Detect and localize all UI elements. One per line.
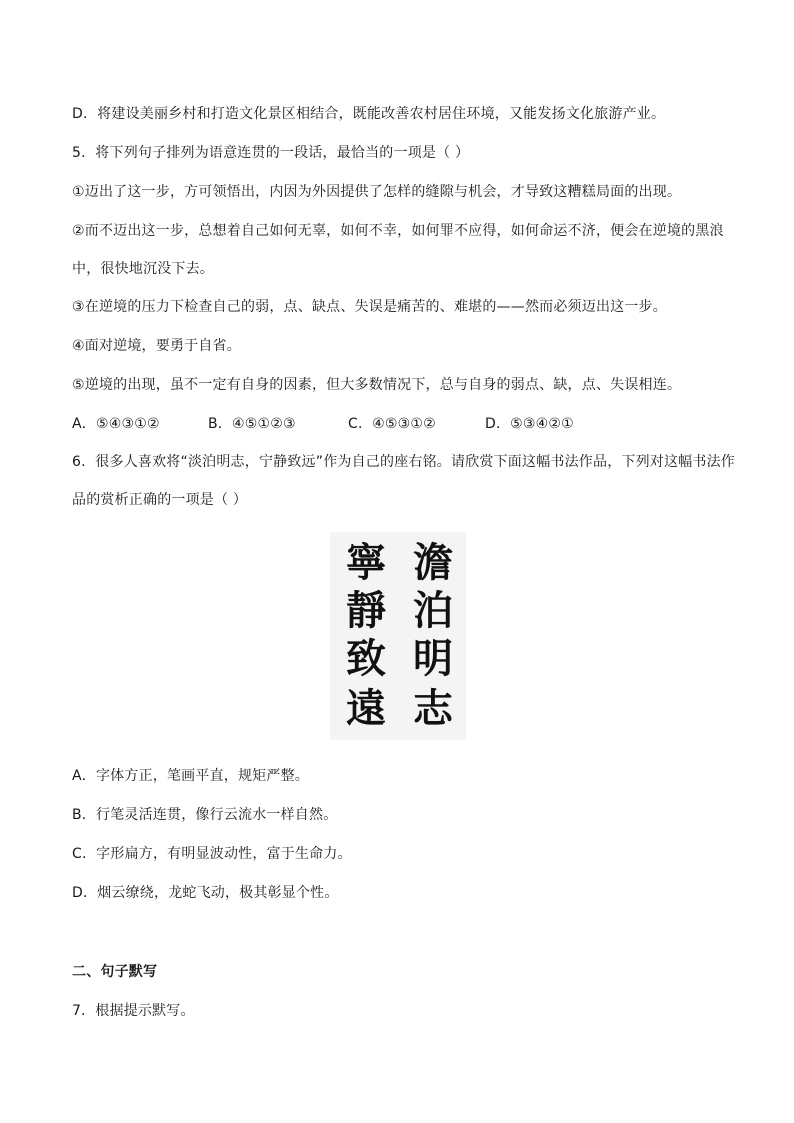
question-5-option-c[interactable]: C．④⑤③①② — [348, 416, 436, 432]
calligraphy-char-right-2: 泊 — [413, 587, 453, 634]
question-5-sentence-3: ③在逆境的压力下检查自己的弱，点、缺点、失误是痛苦的、难堪的——然而必须迈出这一步。 — [72, 299, 667, 315]
calligraphy-char-right-1: 澹 — [413, 539, 453, 586]
question-5-stem: 5．将下列句子排列为语意连贯的一段话，最恰当的一项是（ ） — [72, 145, 470, 161]
calligraphy-char-right-3: 明 — [413, 635, 453, 682]
question-5-option-a[interactable]: A．⑤④③①② — [72, 416, 160, 432]
question-5-sentence-4: ④面对逆境，要勇于自省。 — [72, 338, 241, 354]
question-5-sentence-1: ①迈出了这一步，方可领悟出，内因为外因提供了怎样的缝隙与机会，才导致这糟糕局面的出现。 — [72, 184, 682, 200]
question-6-stem: 6．很多人喜欢将“淡泊明志，宁静致远”作为自己的座右铭。请欣赏下面这幅书法作品，下列对这幅书法作 — [72, 454, 736, 470]
question-4-option-d: D．将建设美丽乡村和打造文化景区相结合，既能改善农村居住环境，又能发扬文化旅游产业。 — [72, 106, 666, 122]
question-6-option-a[interactable]: A．字体方正，笔画平直，规矩严整。 — [72, 768, 309, 784]
calligraphy-image — [330, 532, 466, 740]
question-6-option-b[interactable]: B．行笔灵活连贯，像行云流水一样自然。 — [72, 807, 338, 823]
question-6-stem-continued: 品的赏析正确的一项是（ ） — [72, 492, 248, 508]
question-5-option-b[interactable]: B．④⑤①②③ — [208, 416, 296, 432]
question-5-sentence-2: ②而不迈出这一步，总想着自己如何无辜，如何不幸，如何罪不应得，如何命运不济，便会在逆境的黑浪 — [72, 223, 724, 239]
calligraphy-char-left-1: 寧 — [346, 539, 386, 586]
section-2-heading: 二、句子默写 — [72, 964, 158, 980]
calligraphy-char-right-4: 志 — [413, 685, 453, 732]
calligraphy-char-left-4: 遠 — [346, 685, 386, 732]
question-5-options — [72, 414, 574, 434]
question-6-option-d[interactable]: D．烟云缭绕，龙蛇飞动，极其彰显个性。 — [72, 885, 339, 901]
calligraphy-char-left-2: 靜 — [346, 587, 386, 634]
question-7-stem: 7．根据提示默写。 — [72, 1003, 195, 1019]
calligraphy-char-left-3: 致 — [346, 635, 386, 682]
question-6-option-c[interactable]: C．字形扁方，有明显波动性，富于生命力。 — [72, 846, 352, 862]
question-5-sentence-5: ⑤逆境的出现，虽不一定有自身的因素，但大多数情况下，总与自身的弱点、缺，点、失误相连。 — [72, 377, 682, 393]
question-5-option-d[interactable]: D．⑤③④②① — [485, 416, 574, 432]
question-5-sentence-2-continued: 中，很快地沉没下去。 — [72, 261, 214, 277]
